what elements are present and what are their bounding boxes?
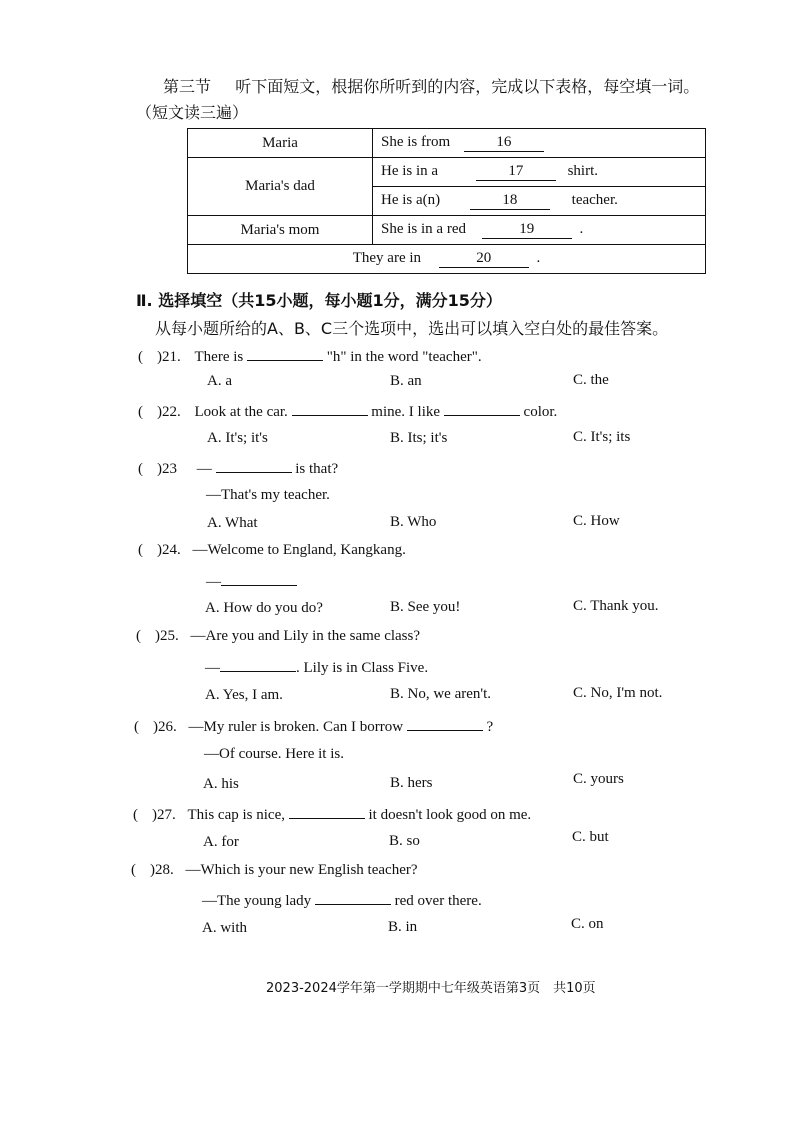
blank-19[interactable]: 19 (482, 221, 572, 239)
question-25: ( )25. —Are you and Lily in the same class? (136, 628, 421, 644)
blank-17[interactable]: 17 (476, 163, 556, 181)
option-a[interactable]: A. It's; it's (207, 430, 268, 446)
table-row (188, 158, 706, 187)
answer-blank (221, 571, 297, 586)
answer-paren[interactable]: ( (138, 349, 143, 365)
option-c[interactable]: C. Thank you. (573, 598, 659, 614)
page-footer: 2023-2024学年第一学期期中七年级英语第3页 共10页 (266, 981, 596, 996)
row-person: Maria's mom (188, 216, 373, 245)
row-person: Maria (188, 129, 373, 158)
answer-blank (315, 890, 391, 905)
option-c[interactable]: C. on (571, 916, 604, 932)
question-21: ( )21. There is "h" in the word "teacher". (138, 346, 482, 366)
option-c[interactable]: C. No, I'm not. (573, 685, 663, 701)
option-b[interactable]: B. in (388, 919, 418, 935)
option-c[interactable]: C. the (573, 372, 609, 388)
answer-paren[interactable]: ( (134, 719, 139, 735)
question-number: )27. (152, 807, 176, 823)
question-24: ( )24. —Welcome to England, Kangkang. (138, 542, 406, 558)
option-a[interactable]: A. Yes, I am. (205, 687, 283, 703)
question-26-reply: —Of course. Here it is. (204, 746, 344, 762)
blank-16[interactable]: 16 (464, 134, 544, 152)
option-b[interactable]: B. an (390, 373, 422, 389)
answer-blank (220, 657, 296, 672)
answer-blank (247, 346, 323, 361)
row-bottom: They are in 20 . (188, 245, 706, 274)
option-a[interactable]: A. How do you do? (205, 600, 323, 616)
answer-paren[interactable]: ( (133, 807, 138, 823)
option-a[interactable]: A. What (207, 515, 258, 531)
row-fact: She is in a red 19 . (373, 216, 706, 245)
answer-blank (444, 401, 520, 416)
row-fact: He is a(n) 18 teacher. (373, 187, 706, 216)
option-b[interactable]: B. Who (390, 514, 437, 530)
answer-blank (216, 458, 292, 473)
blank-18[interactable]: 18 (470, 192, 550, 210)
row-fact: She is from 16 (373, 129, 706, 158)
option-a[interactable]: A. for (203, 834, 239, 850)
row-fact: He is in a 17 shirt. (373, 158, 706, 187)
question-26: ( )26. —My ruler is broken. Can I borrow ? (134, 716, 493, 736)
option-c[interactable]: C. but (572, 829, 609, 845)
option-b[interactable]: B. Its; it's (390, 430, 448, 446)
option-b[interactable]: B. See you! (390, 599, 461, 615)
answer-paren[interactable]: ( (136, 628, 141, 644)
question-number: )24. (157, 542, 181, 558)
answer-blank (407, 716, 483, 731)
option-b[interactable]: B. hers (390, 775, 433, 791)
section2-title: Ⅱ. 选择填空（共15小题，每小题1分，满分15分） (136, 291, 502, 310)
blank-20[interactable]: 20 (439, 250, 529, 268)
question-number: )28. (150, 862, 174, 878)
answer-blank (292, 401, 368, 416)
answer-paren[interactable]: ( (131, 862, 136, 878)
table-row (188, 245, 706, 274)
answer-blank (289, 804, 365, 819)
question-number: )22. (157, 404, 181, 420)
question-28-reply: —The young lady red over there. (202, 890, 482, 910)
question-23: ( )23 — is that? (138, 458, 338, 478)
option-c[interactable]: C. How (573, 513, 620, 529)
question-22: ( )22. Look at the car. mine. I like color. (138, 401, 557, 421)
question-27: ( )27. This cap is nice, it doesn't look good on me. (133, 804, 531, 824)
option-b[interactable]: B. No, we aren't. (390, 686, 492, 702)
listening-table (187, 128, 706, 274)
section3-instruction: 听下面短文，根据你所听到的内容，完成以下表格，每空填一词。 (235, 77, 700, 96)
section3-note: （短文读三遍） (136, 103, 249, 122)
question-25-reply: — . Lily is in Class Five. (205, 657, 428, 677)
option-c[interactable]: C. yours (573, 771, 624, 787)
section3-title: 第三节 (163, 77, 212, 96)
option-a[interactable]: A. with (202, 920, 247, 936)
row-person: Maria's dad (188, 158, 373, 216)
answer-paren[interactable]: ( (138, 461, 143, 477)
question-number: )23 (157, 461, 177, 477)
question-23-reply: —That's my teacher. (206, 487, 330, 503)
answer-paren[interactable]: ( (138, 542, 143, 558)
table-row (188, 216, 706, 245)
section2-instruction: 从每小题所给的A、B、C三个选项中，选出可以填入空白处的最佳答案。 (155, 319, 669, 338)
table-row (188, 129, 706, 158)
question-24-reply: — (206, 571, 297, 591)
option-a[interactable]: A. his (203, 776, 239, 792)
answer-paren[interactable]: ( (138, 404, 143, 420)
question-number: )26. (153, 719, 177, 735)
question-number: )21. (157, 349, 181, 365)
option-a[interactable]: A. a (207, 373, 232, 389)
question-28: ( )28. —Which is your new English teacher? (131, 862, 418, 878)
option-b[interactable]: B. so (389, 833, 420, 849)
question-number: )25. (155, 628, 179, 644)
option-c[interactable]: C. It's; its (573, 429, 631, 445)
